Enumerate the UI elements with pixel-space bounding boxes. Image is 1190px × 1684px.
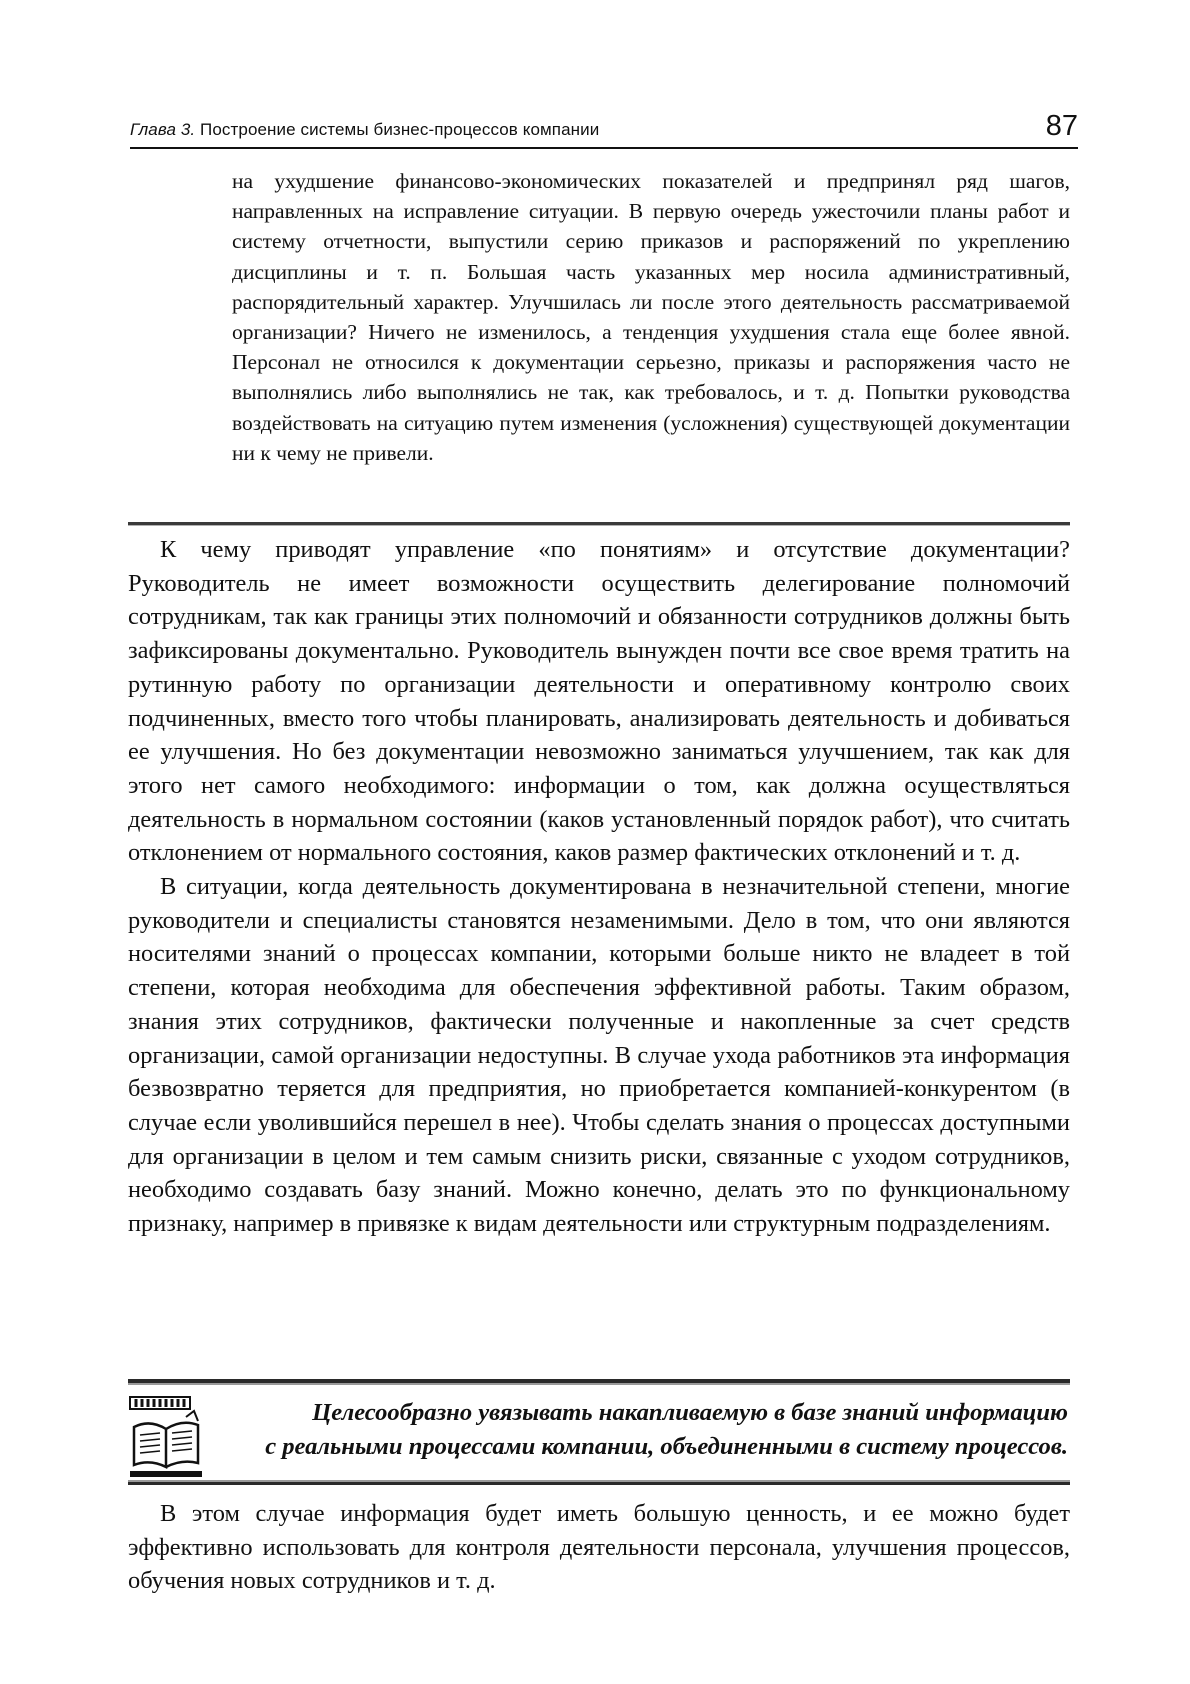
example-block: на ухудшение финансово-экономических показателей и предпринял ряд шагов, направленных на исправление ситуации. В первую очередь ужесточили планы работ и систему отчетности, выпустили серию приказов и распоряжений по укреплению дисциплины и т. п. Большая часть указанных мер носила административный, распорядительный характер. Улучшилась ли после этого деятельность рассматриваемой организации? Ничего не изменилось, а тенденция ухудшения стала еще более явной. Персонал не относился к документации серьезно, приказы и распоряжения часто не выполнялись либо выполнялись не так, как требовалось, и т. д. Попытки руководства воздействовать на ситуацию путем изменения (усложнения) существующей документации ни к чему не привели. [232, 169, 1070, 465]
closing-text [128, 1497, 1070, 1598]
main-text [128, 533, 1070, 1241]
callout-top-rule [128, 1379, 1070, 1383]
book-icon [128, 1393, 204, 1479]
callout-line-2: с реальными процессами компании, объединенными в систему процессов. [265, 1433, 1068, 1460]
example-end-divider [128, 522, 1070, 525]
callout-bottom-rule [128, 1482, 1070, 1485]
running-header [130, 105, 1078, 149]
chapter-name: Построение системы бизнес-процессов компании [200, 120, 600, 139]
callout-line-1: Целесообразно увязывать накапливаемую в базе знаний информацию [312, 1399, 1068, 1426]
paragraph: В этом случае информация будет иметь большую ценность, и ее можно будет эффективно использовать для контроля деятельности персонала, улучшения процессов, обучения новых сотрудников и т. д. [128, 1500, 1070, 1595]
chapter-label: Глава 3. [130, 120, 196, 139]
key-point-callout [128, 1379, 1070, 1485]
paragraph: К чему приводят управление «по понятиям» и отсутствие документации? Руководитель не имеет возможности осуществить делегирование полномочий сотрудникам, так как границы этих полномочий и обязанности сотрудников должны быть зафиксированы документально. Руководитель вынужден почти все свое время тратить на рутинную работу по организации деятельности и оперативному контролю своих подчиненных, вместо того чтобы планировать, анализировать деятельность и добиваться ее улучшения. Но без документации невозможно заниматься улучшением, так как для этого нет самого необходимого: информации о том, как должна осуществляться деятельность в нормальном состоянии (каков установленный порядок работ), что считать отклонением от нормального состояния, каков размер фактических отклонений и т. д. [128, 536, 1070, 867]
chapter-title [130, 120, 599, 140]
page-number: 87 [1045, 110, 1078, 142]
callout-text [232, 1396, 1068, 1464]
paragraph: В ситуации, когда деятельность документирована в незначительной степени, многие руководители и специалисты становятся незаменимыми. Дело в том, что они являются носителями знаний о процессах компании, которыми больше никто не владеет в той степени, которая необходима для обеспечения эффективной работы. Таким образом, знания этих сотрудников, фактически полученные и накопленные за счет средств организации, самой организации недоступны. В случае ухода работников эта информация безвозвратно теряется для предприятия, но приобретается компанией-конкурентом (в случае если уволившийся перешел в нее). Чтобы сделать знания о процессах доступными для организации в целом и тем самым снизить риски, связанные с уходом сотрудников, необходимо создавать базу знаний. Можно конечно, делать это по функциональному признаку, например в привязке к видам деятельности или структурным подразделениям. [128, 873, 1070, 1238]
